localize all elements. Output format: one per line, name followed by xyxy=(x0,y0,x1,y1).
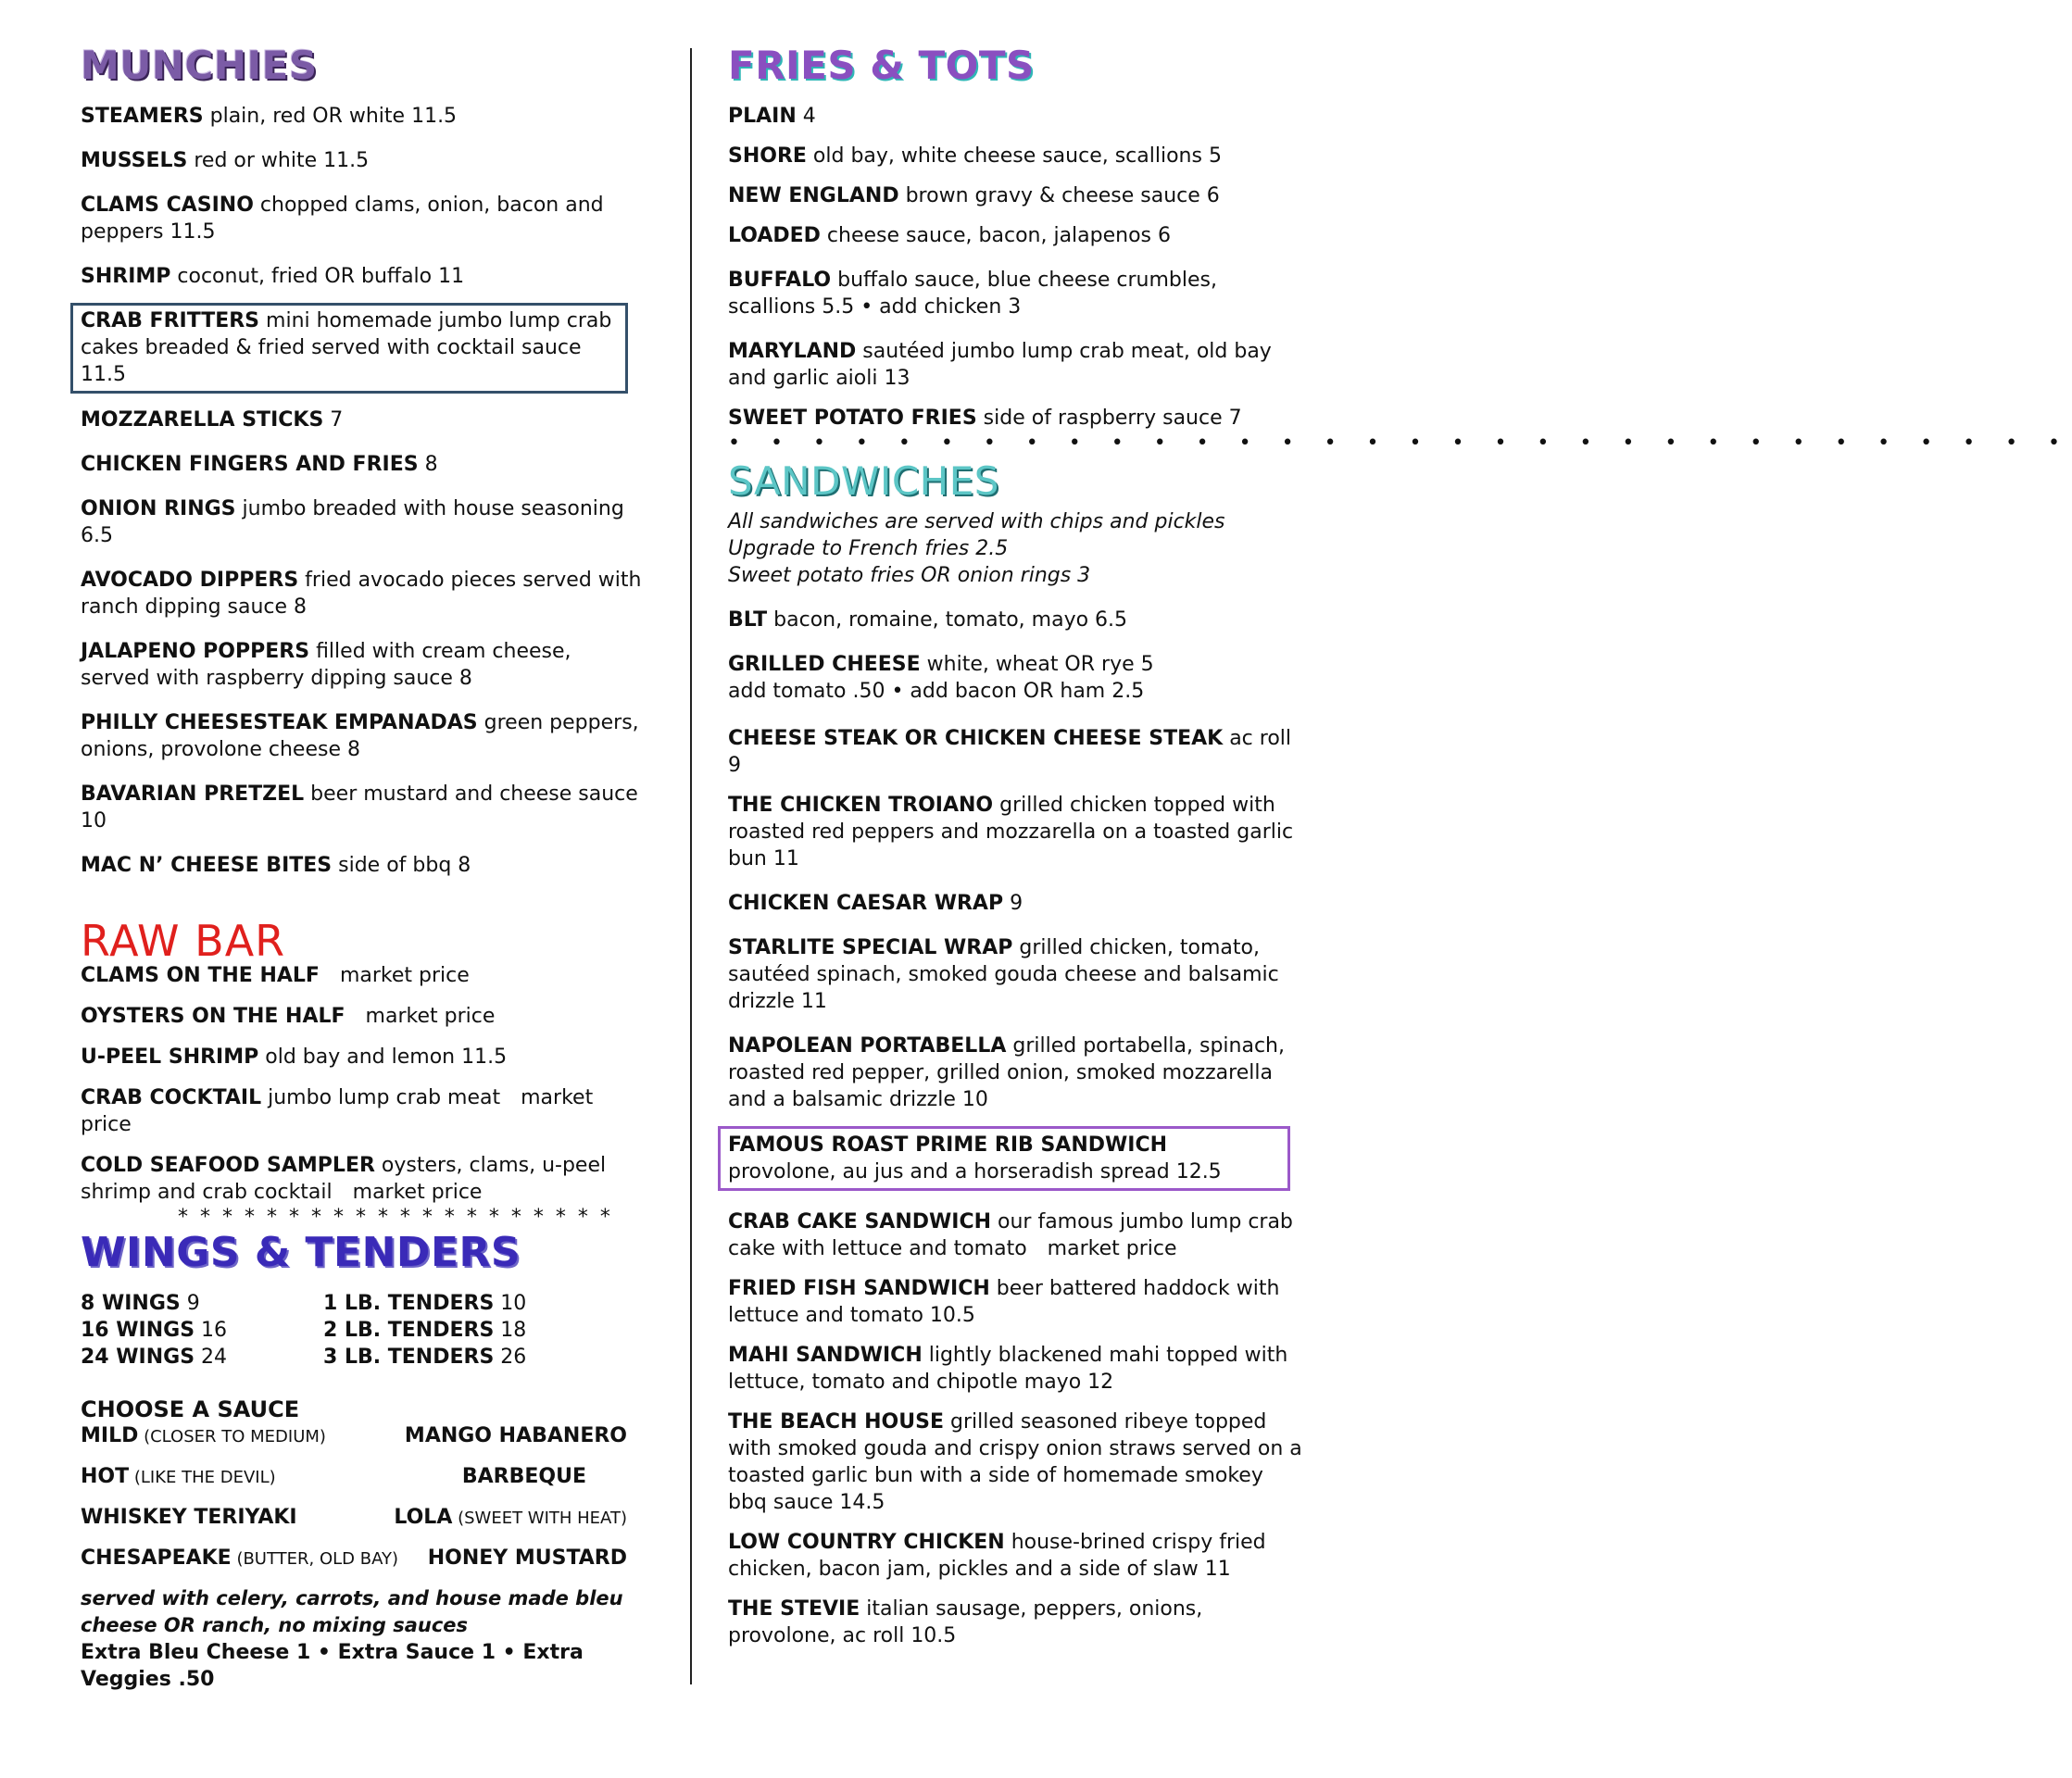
sauce-row: WHISKEY TERIYAKI LOLA (SWEET WITH HEAT) xyxy=(81,1506,627,1529)
sandwich-item-crab-cake: CRAB CAKE SANDWICH our famous jumbo lump crab cake with lettuce and tomato market price xyxy=(728,1210,1293,1260)
fries-item-maryland: MARYLAND sautéed jumbo lump crab meat, old bay and garlic aioli 13 xyxy=(728,340,1272,390)
sandwich-item-stevie: THE STEVIE italian sausage, peppers, onions, provolone, ac roll 10.5 xyxy=(728,1597,1203,1647)
column-divider xyxy=(690,48,692,1684)
menu-item-chicken-fingers: CHICKEN FINGERS AND FRIES 8 xyxy=(81,453,438,476)
menu-item-onion-rings: ONION RINGS jumbo breaded with house seasoning 6.5 xyxy=(81,497,624,547)
sauce-served-note: served with celery, carrots, and house made bleu cheese OR ranch, no mixing sauces xyxy=(81,1587,623,1636)
menu-item-mac-cheese-bites: MAC N’ CHEESE BITES side of bbq 8 xyxy=(81,854,471,877)
sandwich-item-chicken-troiano: THE CHICKEN TROIANO grilled chicken topped with roasted red peppers and mozzarella on a toasted garlic bun 11 xyxy=(728,794,1294,870)
fries-item-sweet-potato: SWEET POTATO FRIES side of raspberry sauce 7 xyxy=(728,407,1242,430)
sandwich-item-starlite-wrap: STARLITE SPECIAL WRAP grilled chicken, tomato, sautéed spinach, smoked gouda cheese and balsamic drizzle 11 xyxy=(728,936,1279,1013)
menu-item-mozzarella-sticks: MOZZARELLA STICKS 7 xyxy=(81,408,344,432)
fries-heading: FRIES & TOTS xyxy=(728,43,1035,88)
wings-tenders-grid xyxy=(81,1290,646,1371)
sandwich-item-low-country-chicken: LOW COUNTRY CHICKEN house-brined crispy fried chicken, bacon jam, pickles and a side of slaw 11 xyxy=(728,1531,1266,1581)
sandwich-item-beach-house: THE BEACH HOUSE grilled seasoned ribeye topped with smoked gouda and crispy onion straws served on a toasted garlic bun with a side of homemade smokey bbq sauce 14.5 xyxy=(728,1410,1302,1514)
section-separator-dots: • • • • • • • • • • • • • • • • • • • • • • • • • • • • • • • • xyxy=(728,432,2072,455)
menu-item-clams-casino: CLAMS CASINO chopped clams, onion, bacon and peppers 11.5 xyxy=(81,194,604,244)
fries-item-plain: PLAIN 4 xyxy=(728,105,816,128)
sandwich-item-prime-rib: FAMOUS ROAST PRIME RIB SANDWICH provolone, au jus and a horseradish spread 12.5 xyxy=(718,1126,1290,1191)
rawbar-item-clams: CLAMS ON THE HALF market price xyxy=(81,964,470,987)
menu-item-philly-empanadas: PHILLY CHEESESTEAK EMPANADAS green peppers, onions, provolone cheese 8 xyxy=(81,711,639,761)
sandwich-intro-line: Sweet potato fries OR onion rings 3 xyxy=(728,564,1091,587)
sandwich-item-fried-fish: FRIED FISH SANDWICH beer battered haddock with lettuce and tomato 10.5 xyxy=(728,1277,1280,1327)
sauce-row: CHESAPEAKE (BUTTER, OLD BAY) HONEY MUSTARD xyxy=(81,1546,627,1570)
menu-item-avocado-dippers: AVOCADO DIPPERS fried avocado pieces served with ranch dipping sauce 8 xyxy=(81,569,642,619)
wings-option: 8 WINGS 9 xyxy=(81,1292,200,1315)
fries-item-loaded: LOADED cheese sauce, bacon, jalapenos 6 xyxy=(728,224,1172,247)
sandwich-item-cheese-steak: CHEESE STEAK OR CHICKEN CHEESE STEAK ac roll 9 xyxy=(728,727,1292,777)
fries-item-buffalo: BUFFALO buffalo sauce, blue cheese crumbles, scallions 5.5 • add chicken 3 xyxy=(728,269,1217,319)
rawbar-item-upeel-shrimp: U-PEEL SHRIMP old bay and lemon 11.5 xyxy=(81,1046,508,1069)
menu-item-shrimp: SHRIMP coconut, fried OR buffalo 11 xyxy=(81,265,465,288)
left-column xyxy=(81,43,646,1693)
extras-line: Extra Bleu Cheese 1 • Extra Sauce 1 • Extra Veggies .50 xyxy=(81,1641,584,1691)
sandwich-item-caesar-wrap: CHICKEN CAESAR WRAP 9 xyxy=(728,892,1023,915)
menu-item-steamers: STEAMERS plain, red OR white 11.5 xyxy=(81,105,458,128)
sandwich-item-grilled-cheese: GRILLED CHEESE white, wheat OR rye 5 add tomato .50 • add bacon OR ham 2.5 xyxy=(728,653,1154,703)
wings-heading: WINGS & TENDERS xyxy=(81,1229,521,1276)
sandwiches-heading: SANDWICHES xyxy=(728,458,999,504)
sandwich-item-mahi: MAHI SANDWICH lightly blackened mahi topped with lettuce, tomato and chipotle mayo 12 xyxy=(728,1344,1288,1394)
section-separator-stars: * * * * * * * * * * * * * * * * * * * * xyxy=(178,1206,613,1229)
menu-item-mussels: MUSSELS red or white 11.5 xyxy=(81,149,370,172)
sauce-heading: CHOOSE A SAUCE xyxy=(81,1396,300,1422)
sandwich-item-napolean-portabella: NAPOLEAN PORTABELLA grilled portabella, spinach, roasted red pepper, grilled onion, smoked mozzarella and a balsamic drizzle 10 xyxy=(728,1034,1285,1111)
rawbar-item-oysters: OYSTERS ON THE HALF market price xyxy=(81,1005,496,1028)
rawbar-heading: RAW BAR xyxy=(81,916,286,966)
munchies-heading: MUNCHIES xyxy=(81,43,318,88)
sandwich-intro-line: Upgrade to French fries 2.5 xyxy=(728,537,1009,560)
sauce-row: HOT (LIKE THE DEVIL) BARBEQUE xyxy=(81,1465,586,1488)
menu-item-bavarian-pretzel: BAVARIAN PRETZEL beer mustard and cheese sauce 10 xyxy=(81,783,638,833)
right-column xyxy=(728,43,2072,1649)
sandwich-intro-line: All sandwiches are served with chips and pickles xyxy=(728,510,1225,533)
fries-item-new-england: NEW ENGLAND brown gravy & cheese sauce 6 xyxy=(728,184,1220,207)
rawbar-item-seafood-sampler: COLD SEAFOOD SAMPLER oysters, clams, u-peel shrimp and crab cocktail market price xyxy=(81,1154,607,1204)
rawbar-item-crab-cocktail: CRAB COCKTAIL jumbo lump crab meat market price xyxy=(81,1086,594,1136)
sandwich-item-blt: BLT bacon, romaine, tomato, mayo 6.5 xyxy=(728,608,1128,632)
tenders-option: 1 LB. TENDERS 10 xyxy=(323,1292,527,1315)
menu-item-jalapeno-poppers: JALAPENO POPPERS filled with cream cheese, served with raspberry dipping sauce 8 xyxy=(81,640,571,690)
tenders-option: 2 LB. TENDERS 18 xyxy=(323,1319,527,1342)
wings-option: 16 WINGS 16 xyxy=(81,1319,228,1342)
fries-item-shore: SHORE old bay, white cheese sauce, scallions 5 xyxy=(728,144,1222,168)
wings-option: 24 WINGS 24 xyxy=(81,1346,228,1369)
tenders-option: 3 LB. TENDERS 26 xyxy=(323,1346,527,1369)
menu-item-crab-fritters: CRAB FRITTERS mini homemade jumbo lump crab cakes breaded & fried served with cocktail sauce 11.5 xyxy=(70,303,628,394)
sauce-row: MILD (CLOSER TO MEDIUM) MANGO HABANERO xyxy=(81,1424,627,1447)
